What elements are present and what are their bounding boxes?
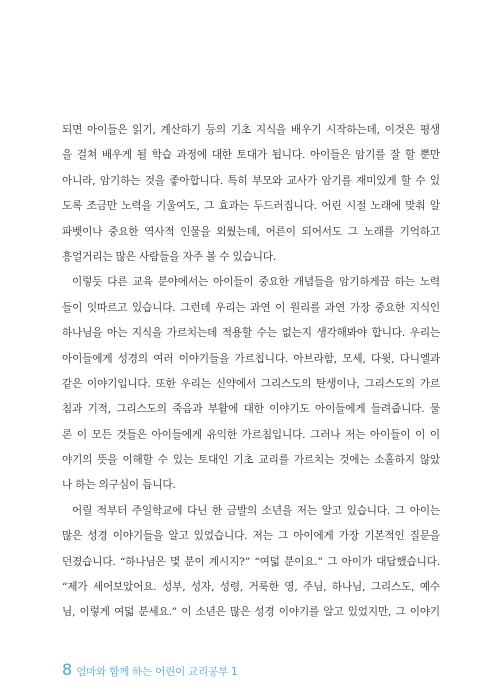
text-line: 침과 기적, 그리스도의 죽음과 부활에 대한 이야기도 아이들에게 들려줍니다. 물 [62, 403, 440, 416]
text-line: 던졌습니다. “하나님은 몇 분이 계시지?” “여덟 분이요.” 그 아이가 대답했습니다. [62, 555, 440, 568]
text-line: 아이들에게 성경의 여러 이야기들을 가르칩니다. 아브라함, 모세, 다윗, 다니엘과 [62, 352, 440, 365]
page-number: 8 [62, 660, 73, 679]
text-line: “제가 세어보았어요. 성부, 성자, 성령, 거룩한 영, 주님, 하나님, 그리스도, 예수 [62, 581, 440, 594]
text-line: 이렇듯 다른 교육 분야에서는 아이들이 중요한 개념들을 암기하게끔 하는 노력 [72, 276, 440, 289]
text-line: 되면 아이들은 읽기, 계산하기 등의 기초 지식을 배우기 시작하는데, 이것은 평생 [62, 124, 440, 136]
text-line: 어릴 적부터 주일학교에 다닌 한 금발의 소년을 저는 알고 있습니다. 그 아이는 [72, 504, 440, 517]
text-line: 같은 이야기입니다. 또한 우리는 신약에서 그리스도의 탄생이나, 그리스도의 가르 [62, 377, 440, 390]
running-title: 엄마와 함께 하는 어린이 교리공부 1 [76, 666, 238, 678]
text-line: 나 하는 의구심이 듭니다. [62, 479, 176, 492]
text-line: 들이 잇따르고 있습니다. 그런데 우리는 과연 이 원리를 과연 가장 중요한 지식인 [62, 301, 440, 314]
text-line: 하나님을 아는 지식을 가르치는데 적용할 수는 없는지 생각해봐야 합니다. 우리는 [62, 327, 440, 340]
text-line: 흥얼거리는 많은 사람들을 자주 볼 수 있습니다. [62, 250, 277, 263]
text-line: 야기의 뜻을 이해할 수 있는 토대인 기초 교리를 가르치는 것에는 소홀하지 않았 [62, 454, 440, 467]
body-text [62, 118, 440, 626]
text-line: 을 걸쳐 배우게 될 학습 과정에 대한 토대가 됩니다. 아이들은 암기를 잘 할 뿐만 [62, 149, 440, 162]
page-footer [62, 660, 238, 680]
text-line: 님, 이렇게 여덟 분세요.” 이 소년은 많은 성경 이야기를 알고 있었지만, 그 이야기 [62, 606, 440, 619]
text-line: 아니라, 암기하는 것을 좋아합니다. 특히 부모와 교사가 암기를 재미있게 할 수 있 [62, 174, 440, 187]
text-line: 론 이 모든 것들은 아이들에게 유익한 가르침입니다. 그러나 저는 아이들이 이 이 [62, 428, 440, 441]
text-line: 많은 성경 이야기들을 알고 있었습니다. 저는 그 아이에게 가장 기본적인 질문을 [62, 530, 440, 543]
text-line: 도록 조금만 노력을 기울여도, 그 효과는 두드러집니다. 어린 시절 노래에 맞춰 알 [62, 200, 440, 213]
text-line: 파벳이나 중요한 역사적 인물을 외웠는데, 어른이 되어서도 그 노래를 기억하고 [62, 225, 440, 238]
